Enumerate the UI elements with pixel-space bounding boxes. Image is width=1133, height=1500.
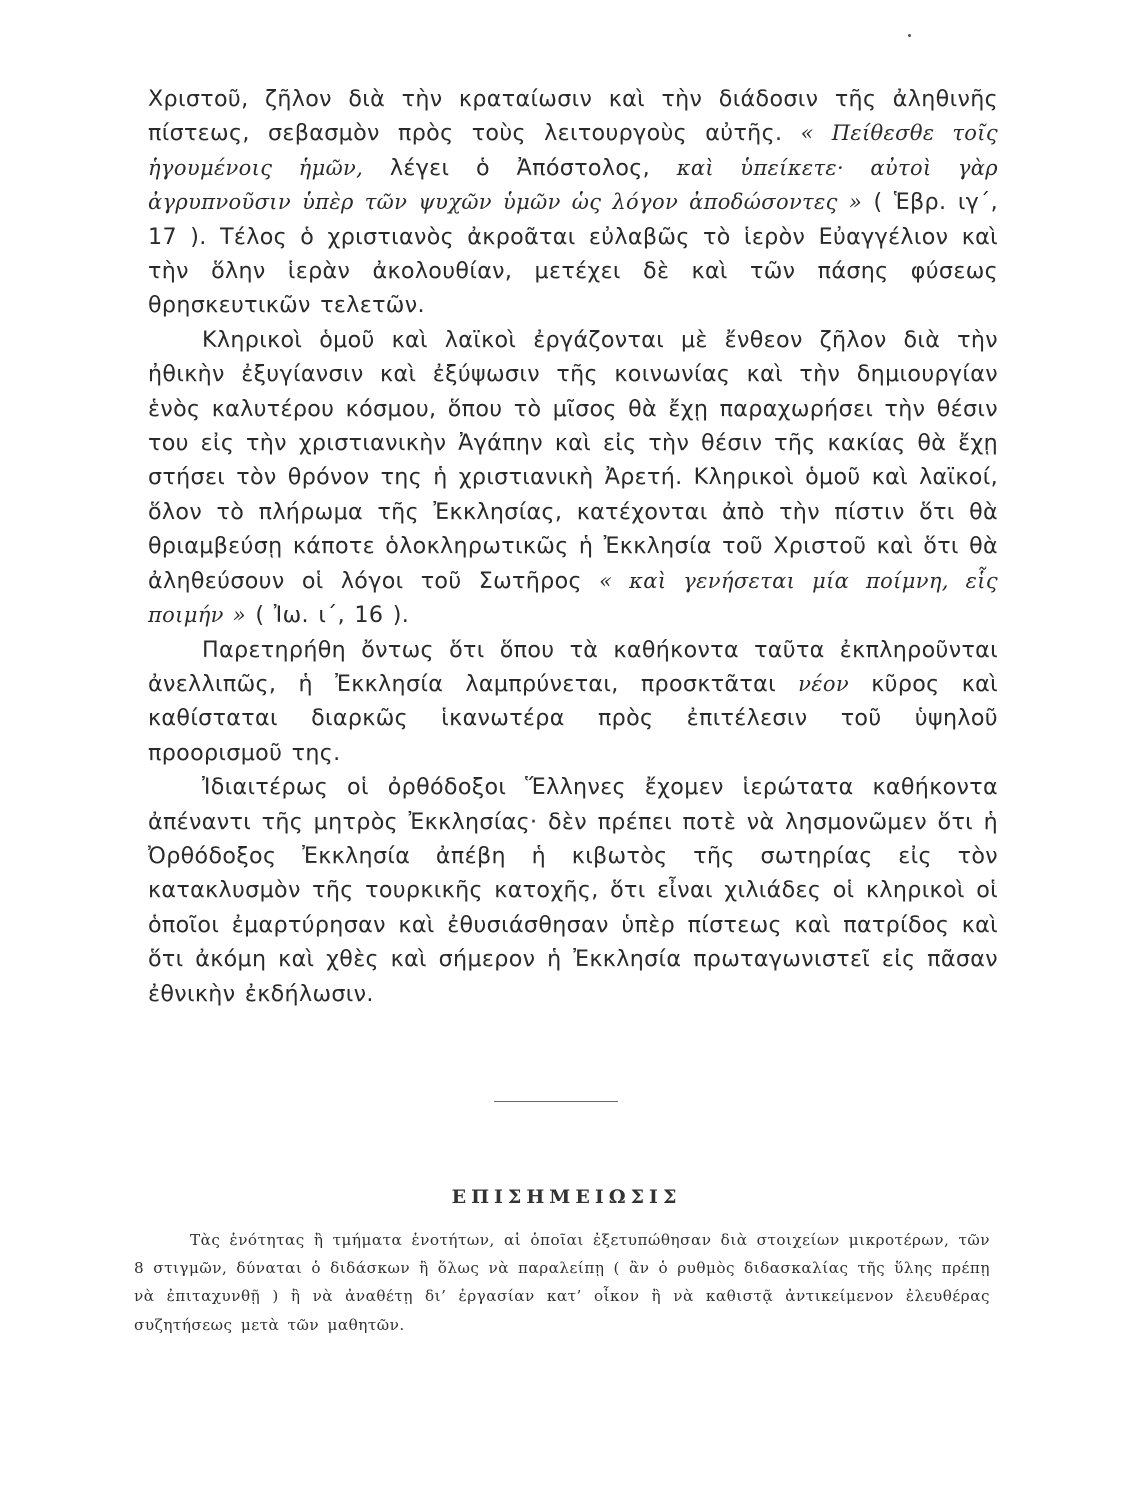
paragraph-2-quote: « καὶ γενήσεται μία ποίμνη, εἷς ποιμήν » xyxy=(148,568,998,628)
paragraph-2-part-2: ( Ἰω. ι΄, 16 ). xyxy=(246,602,410,629)
paragraph-1 xyxy=(148,82,998,323)
scan-speck xyxy=(908,34,911,37)
note-paragraph: Τὰς ἑνότητας ἢ τμήματα ἑνοτήτων, αἱ ὁποῖαι ἐξετυπώθησαν διὰ στοιχείων μικροτέρων, τῶν 8 στιγμῶν, δύναται ὁ διδάσκων ἢ ὅλως νὰ παραλείπῃ ( ἂν ὁ ρυθμὸς διδασκαλίας τῆς ὕλης πρέπῃ νὰ ἐπιταχυνθῇ ) ἢ νὰ ἀναθέτῃ δι’ ἐργασίαν κατ’ οἶκον ἢ νὰ καθιστᾷ ἀντικείμενον ἐλευθέρας συζητήσεως μετὰ τῶν μαθητῶν. xyxy=(134,1231,990,1334)
note-title: ΕΠΙΣΗΜΕΙΩΣΙΣ xyxy=(451,1186,682,1208)
paragraph-3-part-2: κῦρος καὶ καθίσταται διαρκῶς ἱκανωτέρα πρὸς ἐπιτέλεσιν τοῦ ὑψηλοῦ προορισμοῦ της. xyxy=(148,670,998,766)
paragraph-2-part-1: Κληρικοὶ ὁμοῦ καὶ λαϊκοὶ ἐργάζονται μὲ ἔνθεον ζῆλον διὰ τὴν ἠθικὴν ἐξυγίανσιν καὶ ἐξύψωσιν τῆς κοινωνίας καὶ τὴν δημιουργίαν ἑνὸς καλυτέρου κόσμου, ὅπου τὸ μῖσος θὰ ἔχῃ παραχωρήσει τὴν θέσιν του εἰς τὴν χριστιανικὴν Ἀγάπην καὶ εἰς τὴν θέσιν τῆς κακίας θὰ ἔχῃ στήσει τὸν θρόνον της ἡ χριστιανικὴ Ἀρετή. Κληρικοὶ ὁμοῦ καὶ λαϊκοί, ὅλον τὸ πλήρωμα τῆς Ἐκκλησίας, κατέχονται ἀπὸ τὴν πίστιν ὅτι θὰ θριαμβεύσῃ κάποτε ὁλοκληρωτικῶς ἡ Ἐκκλησία τοῦ Χριστοῦ καὶ ὅτι θὰ ἀληθεύσουν οἱ λόγοι τοῦ Σωτῆρος xyxy=(148,326,998,594)
paragraph-1-part-2: λέγει ὁ Ἀπόστολος, xyxy=(363,154,677,181)
paragraph-1-part-1: Χριστοῦ, ζῆλον διὰ τὴν κραταίωσιν καὶ τὴν διάδοσιν τῆς ἀληθινῆς πίστεως, σεβασμὸν πρὸς τοὺς λειτουργοὺς αὐτῆς. xyxy=(148,86,998,147)
paragraph-4: Ἰδιαιτέρως οἱ ὀρθόδοξοι Ἕλληνες ἔχομεν ἱερώτατα καθήκοντα ἀπέναντι τῆς μητρὸς Ἐκκλησίας· δὲν πρέπει ποτὲ νὰ λησμονῶμεν ὅτι ἡ Ὀρθόδοξος Ἐκκλησία ἀπέβη ἡ κιβωτὸς τῆς σωτηρίας εἰς τὸν κατακλυσμὸν τῆς τουρκικῆς κατοχῆς, ὅτι εἶναι χιλιάδες οἱ κληρικοὶ οἱ ὁποῖοι ἐμαρτύρησαν καὶ ἐθυσιάσθησαν ὑπὲρ πίστεως καὶ πατρίδος καὶ ὅτι ἀκόμη καὶ χθὲς καὶ σήμερον ἡ Ἐκκλησία πρωταγωνιστεῖ εἰς πᾶσαν ἐθνικὴν ἐκδήλωσιν. xyxy=(148,774,998,1007)
note-body xyxy=(134,1226,990,1339)
paragraph-1-part-3: ( Ἑβρ. ιγ΄, 17 ). Τέλος ὁ χριστιανὸς ἀκροᾶται εὐλαβῶς τὸ ἱερὸν Εὐαγγέλιον καὶ τὴν ὅλην ἱερὰν ἀκολουθίαν, μετέχει δὲ καὶ τῶν πάσης φύσεως θρησκευτικῶν τελετῶν. xyxy=(148,189,999,319)
paragraph-2 xyxy=(148,323,998,633)
paragraph-3-emphasis: νέον xyxy=(798,671,850,696)
section-divider xyxy=(494,1101,618,1102)
paragraph-1-quote-1: « Πείθεσθε τοῖς ἡγουμένοις ἡμῶν, xyxy=(148,121,999,180)
paragraph-3-part-1: Παρετηρήθη ὄντως ὅτι ὅπου τὰ καθήκοντα ταῦτα ἐκπληροῦνται ἀνελλιπῶς, ἡ Ἐκκλησία λαμπρύνεται, προσκτᾶται xyxy=(148,636,998,697)
paragraph-3 xyxy=(148,633,998,771)
main-body-text xyxy=(148,82,998,1011)
paragraph-1-quote-2: καὶ ὑπείκετε· αὐτοὶ γὰρ ἀγρυπνοῦσιν ὑπὲρ τῶν ψυχῶν ὑμῶν ὡς λόγον ἀποδώσοντες » xyxy=(148,155,998,215)
